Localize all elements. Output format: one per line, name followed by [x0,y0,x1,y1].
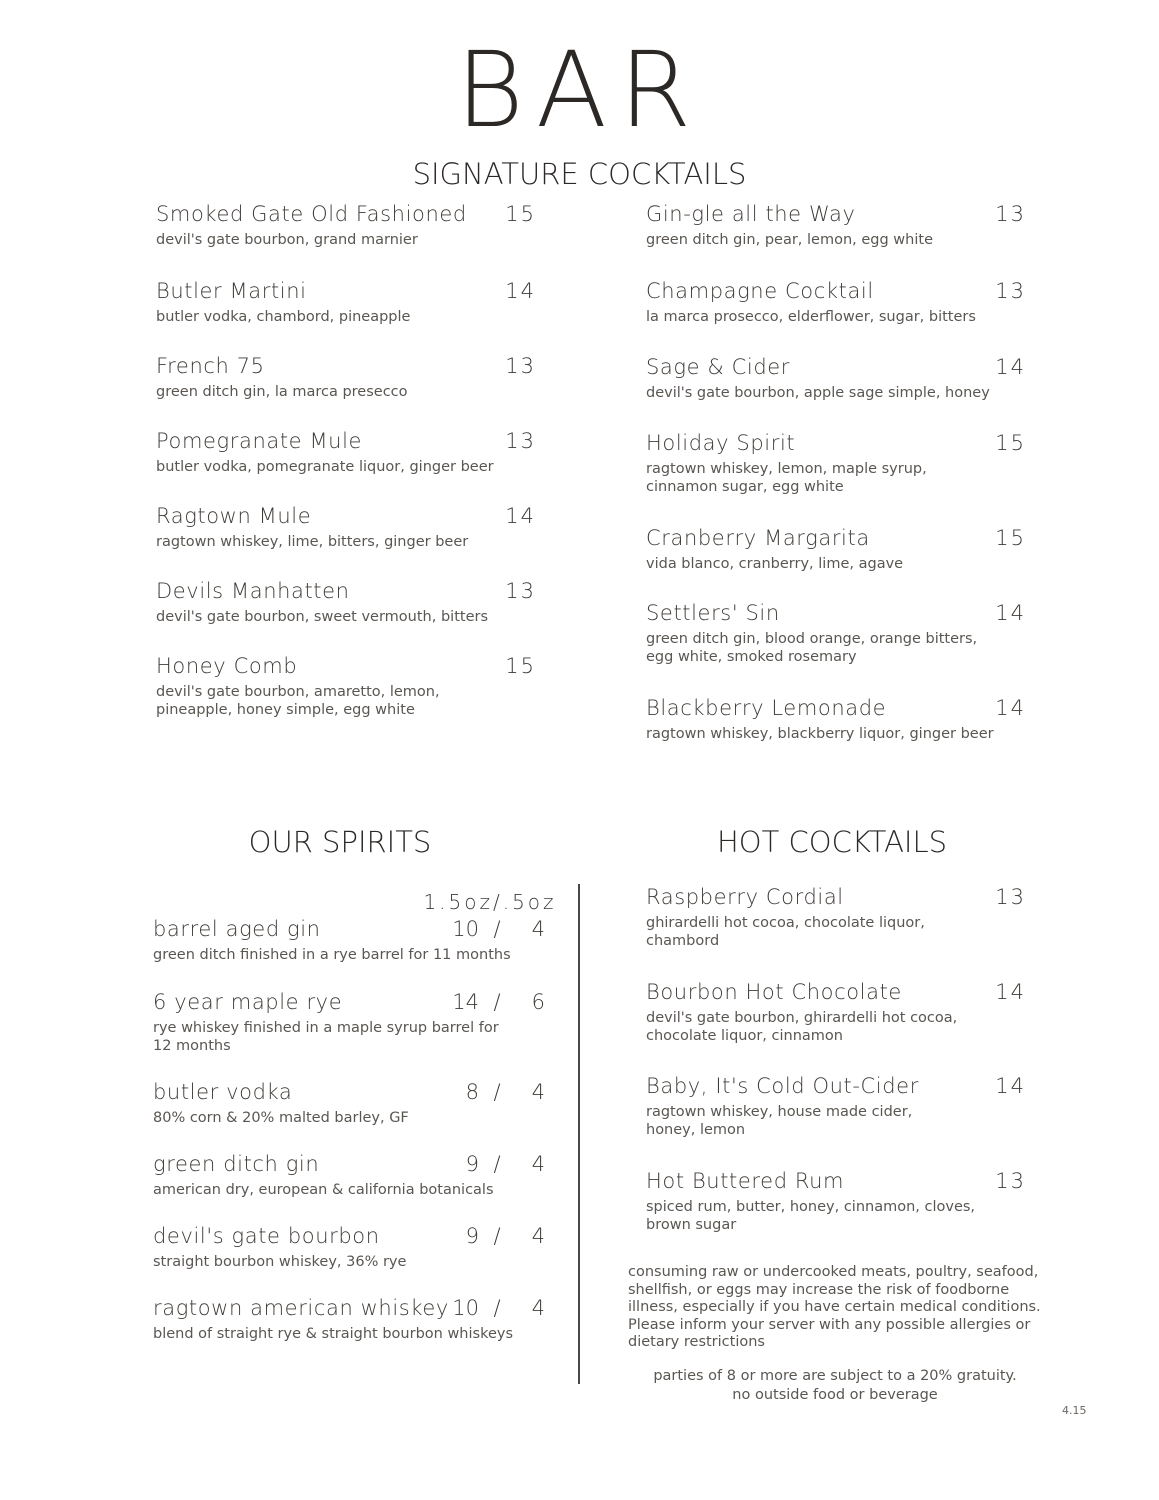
price-half-pour: 4 [531,1296,545,1320]
price-full-pour: 8 [465,1080,479,1104]
hot-cocktails-heading: HOT COCKTAILS [716,825,948,859]
price-separator: / [493,1080,501,1104]
price-full-pour: 14 [452,990,479,1014]
item-description: ragtown whiskey, house made cider, honey, lemon [646,1104,913,1138]
item-name: Raspberry Cordial [646,885,844,909]
our-spirits-heading: OUR SPIRITS [248,825,432,859]
item-name: ragtown american whiskey [153,1296,449,1320]
item-description: ragtown whiskey, lemon, maple syrup, cinnamon sugar, egg white [646,461,927,495]
item-description: ghirardelli hot cocoa, chocolate liquor, chambord [646,915,925,949]
item-name: Blackberry Lemonade [646,696,887,720]
item-price [435,917,545,941]
item-description: ragtown whiskey, blackberry liquor, ginger beer [646,726,994,742]
item-price: 13 [995,279,1026,303]
item-name: Devils Manhatten [156,579,350,603]
item-description: devil's gate bourbon, apple sage simple, honey [646,385,990,401]
price-separator: / [493,1224,501,1248]
item-price: 14 [995,696,1026,720]
item-description: butler vodka, chambord, pineapple [156,309,411,325]
item-name: devil's gate bourbon [153,1224,380,1248]
gratuity-line: parties of 8 or more are subject to a 20% gratuity. [653,1368,1017,1384]
item-description: devil's gate bourbon, ghirardelli hot cocoa, chocolate liquor, cinnamon [646,1010,958,1044]
page-title: BAR [455,29,704,151]
item-description: blend of straight rye & straight bourbon whiskeys [153,1326,514,1342]
item-name: 6 year maple rye [153,990,343,1014]
price-separator: / [493,1152,501,1176]
item-description: devil's gate bourbon, grand marnier [156,232,418,248]
item-name: green ditch gin [153,1152,320,1176]
item-description: butler vodka, pomegranate liquor, ginger beer [156,459,494,475]
price-half-pour: 4 [531,1080,545,1104]
item-price: 13 [995,1169,1026,1193]
item-price: 14 [505,504,536,528]
item-price: 14 [995,355,1026,379]
item-description: ragtown whiskey, lime, bitters, ginger beer [156,534,469,550]
item-description: straight bourbon whiskey, 36% rye [153,1254,407,1270]
item-price: 13 [505,354,536,378]
item-price: 15 [505,202,536,226]
item-price [435,990,545,1014]
item-name: Gin-gle all the Way [646,202,856,226]
item-description: american dry, european & california botanicals [153,1182,494,1198]
item-name: Baby, It's Cold Out-Cider [646,1074,919,1098]
item-description: vida blanco, cranberry, lime, agave [646,556,904,572]
item-name: Cranberry Margarita [646,526,870,550]
price-full-pour: 9 [465,1224,479,1248]
item-description: 80% corn & 20% malted barley, GF [153,1110,409,1126]
item-description: green ditch finished in a rye barrel for 11 months [153,947,511,963]
item-name: Settlers' Sin [646,601,780,625]
column-divider [578,884,580,1384]
item-description: spiced rum, butter, honey, cinnamon, cloves, brown sugar [646,1199,976,1233]
item-name: Butler Martini [156,279,307,303]
item-name: butler vodka [153,1080,293,1104]
price-half-pour: 4 [531,1152,545,1176]
item-name: Sage & Cider [646,355,791,379]
item-price [435,1296,545,1320]
item-description: green ditch gin, pear, lemon, egg white [646,232,933,248]
price-half-pour: 4 [531,917,545,941]
item-name: Pomegranate Mule [156,429,363,453]
item-name: barrel aged gin [153,917,321,941]
item-name: Honey Comb [156,654,298,678]
price-full-pour: 9 [465,1152,479,1176]
item-description: rye whiskey finished in a maple syrup barrel for 12 months [153,1020,499,1054]
item-description: devil's gate bourbon, amaretto, lemon, pineapple, honey simple, egg white [156,684,440,718]
item-price [435,1152,545,1176]
item-name: Ragtown Mule [156,504,312,528]
item-price: 15 [505,654,536,678]
item-price [435,1080,545,1104]
price-full-pour: 10 [452,917,479,941]
price-half-pour: 4 [531,1224,545,1248]
item-description: green ditch gin, la marca presecco [156,384,408,400]
price-full-pour: 10 [452,1296,479,1320]
item-price: 13 [995,885,1026,909]
item-price: 14 [995,980,1026,1004]
item-price: 13 [505,429,536,453]
item-name: Hot Buttered Rum [646,1169,845,1193]
item-name: French 75 [156,354,265,378]
price-half-pour: 6 [531,990,545,1014]
item-price: 13 [995,202,1026,226]
item-price: 14 [995,1074,1026,1098]
item-name: Smoked Gate Old Fashioned [156,202,467,226]
menu-version-code: 4.15 [1062,1404,1087,1417]
outside-food-line: no outside food or beverage [732,1387,938,1403]
signature-cocktails-heading: SIGNATURE COCKTAILS [412,157,747,191]
item-price: 15 [995,431,1026,455]
price-separator: / [493,990,501,1014]
item-price: 15 [995,526,1026,550]
item-description: devil's gate bourbon, sweet vermouth, bitters [156,609,489,625]
item-name: Holiday Spirit [646,431,796,455]
food-safety-notice: consuming raw or undercooked meats, poultry, seafood, shellfish, or eggs may increase the risk of foodborne illness, especially if you have certain medical conditions. Please inform your server with any possible allergies or dietary restrictions [628,1264,1041,1350]
price-separator: / [493,1296,501,1320]
gratuity-notice [620,1367,1050,1405]
item-price [435,1224,545,1248]
item-description: green ditch gin, blood orange, orange bitters, egg white, smoked rosemary [646,631,978,665]
item-price: 13 [505,579,536,603]
item-price: 14 [995,601,1026,625]
item-name: Champagne Cocktail [646,279,874,303]
pour-size-header: 1.5oz/.5oz [423,890,557,914]
item-name: Bourbon Hot Chocolate [646,980,902,1004]
item-description: la marca prosecco, elderflower, sugar, bitters [646,309,976,325]
item-price: 14 [505,279,536,303]
price-separator: / [493,917,501,941]
